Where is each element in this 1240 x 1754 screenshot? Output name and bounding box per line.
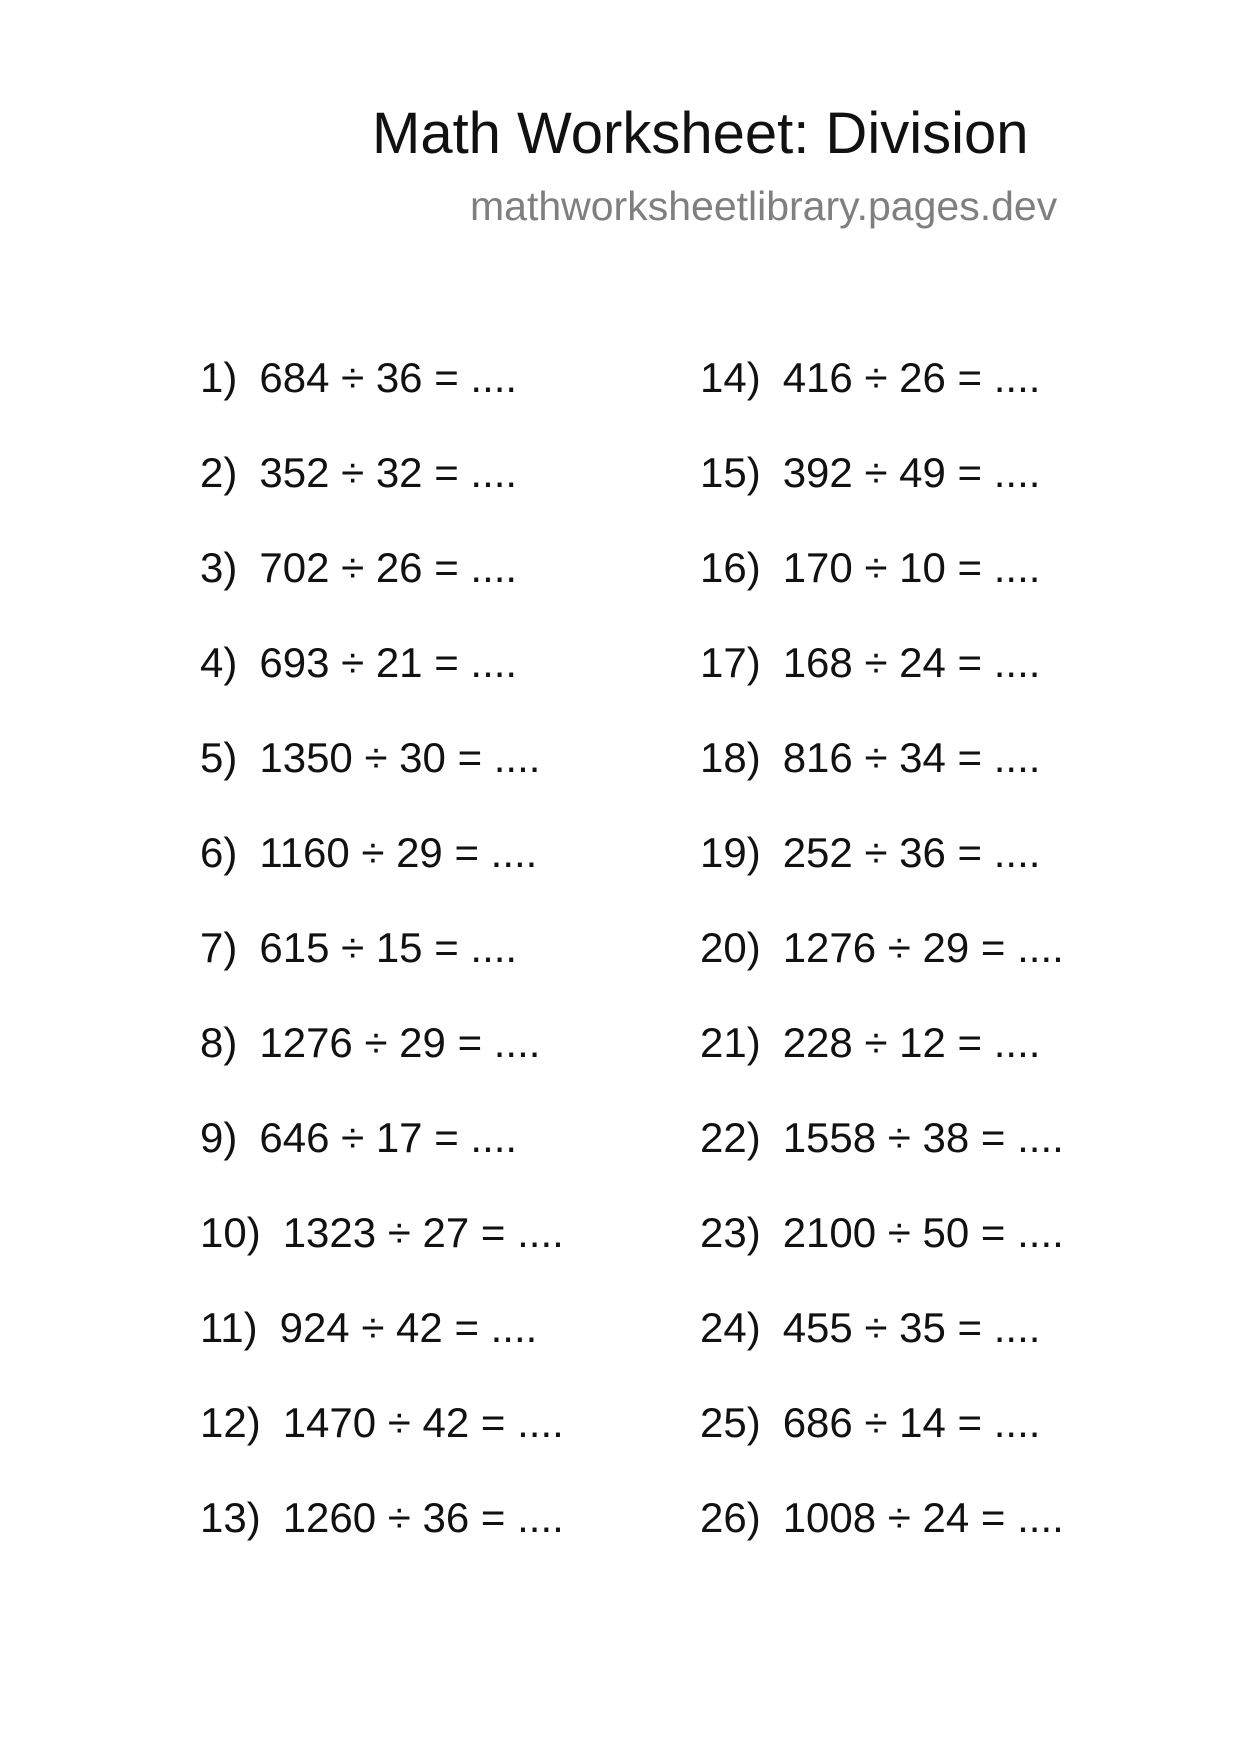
problem-number: 11) bbox=[200, 1304, 258, 1351]
problem-number: 7) bbox=[200, 924, 238, 971]
problem-item bbox=[700, 1302, 1064, 1397]
problem-expression: 1160 ÷ 29 = .... bbox=[259, 829, 538, 876]
problem-column-right bbox=[700, 352, 1064, 1587]
problem-expression: 1323 ÷ 27 = .... bbox=[282, 1209, 564, 1256]
problem-expression: 1470 ÷ 42 = .... bbox=[282, 1399, 564, 1446]
problem-number: 16) bbox=[700, 544, 761, 591]
problem-item bbox=[700, 1017, 1064, 1112]
problem-expression: 693 ÷ 21 = .... bbox=[259, 639, 518, 686]
problem-number: 2) bbox=[200, 449, 238, 496]
problem-expression: 392 ÷ 49 = .... bbox=[782, 449, 1041, 496]
problem-number: 4) bbox=[200, 639, 238, 686]
problem-item bbox=[200, 1492, 564, 1587]
problem-number: 15) bbox=[700, 449, 761, 496]
problem-number: 12) bbox=[200, 1399, 261, 1446]
problem-item bbox=[700, 732, 1064, 827]
problem-expression: 252 ÷ 36 = .... bbox=[782, 829, 1041, 876]
problem-item bbox=[200, 1302, 564, 1397]
problem-number: 6) bbox=[200, 829, 238, 876]
problem-item bbox=[700, 922, 1064, 1017]
problem-number: 14) bbox=[700, 354, 761, 401]
problem-expression: 170 ÷ 10 = .... bbox=[782, 544, 1041, 591]
problem-number: 21) bbox=[700, 1019, 761, 1066]
problem-item bbox=[700, 637, 1064, 732]
problem-item bbox=[200, 732, 564, 827]
problem-item bbox=[700, 352, 1064, 447]
worksheet-source: mathworksheetlibrary.pages.dev bbox=[470, 183, 1058, 229]
problem-number: 13) bbox=[200, 1494, 261, 1541]
problem-item bbox=[200, 637, 564, 732]
problem-item bbox=[200, 542, 564, 637]
problem-expression: 1558 ÷ 38 = .... bbox=[782, 1114, 1064, 1161]
problem-expression: 1008 ÷ 24 = .... bbox=[782, 1494, 1064, 1541]
problem-number: 24) bbox=[700, 1304, 761, 1351]
problem-expression: 684 ÷ 36 = .... bbox=[259, 354, 518, 401]
problem-expression: 455 ÷ 35 = .... bbox=[782, 1304, 1041, 1351]
problem-expression: 615 ÷ 15 = .... bbox=[259, 924, 518, 971]
problem-item bbox=[200, 1207, 564, 1302]
problem-expression: 228 ÷ 12 = .... bbox=[782, 1019, 1041, 1066]
problem-expression: 702 ÷ 26 = .... bbox=[259, 544, 518, 591]
problem-item bbox=[700, 1112, 1064, 1207]
problem-number: 18) bbox=[700, 734, 761, 781]
problem-expression: 686 ÷ 14 = .... bbox=[782, 1399, 1041, 1446]
problem-item bbox=[700, 1492, 1064, 1587]
problem-number: 10) bbox=[200, 1209, 261, 1256]
problem-item bbox=[200, 352, 564, 447]
problem-number: 5) bbox=[200, 734, 238, 781]
problem-number: 3) bbox=[200, 544, 238, 591]
problem-number: 25) bbox=[700, 1399, 761, 1446]
problem-item bbox=[200, 1112, 564, 1207]
problem-item bbox=[700, 447, 1064, 542]
problem-item bbox=[200, 447, 564, 542]
problem-expression: 416 ÷ 26 = .... bbox=[782, 354, 1041, 401]
problem-item bbox=[200, 1397, 564, 1492]
problem-item bbox=[700, 1397, 1064, 1492]
problem-item bbox=[700, 1207, 1064, 1302]
problem-number: 19) bbox=[700, 829, 761, 876]
problem-item bbox=[200, 1017, 564, 1112]
problem-expression: 1276 ÷ 29 = .... bbox=[782, 924, 1064, 971]
problem-expression: 1276 ÷ 29 = .... bbox=[259, 1019, 541, 1066]
problem-item bbox=[200, 922, 564, 1017]
worksheet-title: Math Worksheet: Division bbox=[372, 101, 1029, 166]
problem-number: 20) bbox=[700, 924, 761, 971]
problem-expression: 924 ÷ 42 = .... bbox=[279, 1304, 538, 1351]
problem-expression: 816 ÷ 34 = .... bbox=[782, 734, 1041, 781]
problem-expression: 1260 ÷ 36 = .... bbox=[282, 1494, 564, 1541]
problem-expression: 2100 ÷ 50 = .... bbox=[782, 1209, 1064, 1256]
problem-number: 23) bbox=[700, 1209, 761, 1256]
problem-expression: 352 ÷ 32 = .... bbox=[259, 449, 518, 496]
problem-expression: 1350 ÷ 30 = .... bbox=[259, 734, 541, 781]
problem-item bbox=[700, 542, 1064, 637]
problem-number: 8) bbox=[200, 1019, 238, 1066]
problem-number: 26) bbox=[700, 1494, 761, 1541]
problem-number: 1) bbox=[200, 354, 238, 401]
problem-item bbox=[700, 827, 1064, 922]
problem-column-left bbox=[200, 352, 564, 1587]
problem-number: 22) bbox=[700, 1114, 761, 1161]
problem-expression: 168 ÷ 24 = .... bbox=[782, 639, 1041, 686]
problem-expression: 646 ÷ 17 = .... bbox=[259, 1114, 518, 1161]
problem-number: 9) bbox=[200, 1114, 238, 1161]
problem-number: 17) bbox=[700, 639, 761, 686]
problem-item bbox=[200, 827, 564, 922]
